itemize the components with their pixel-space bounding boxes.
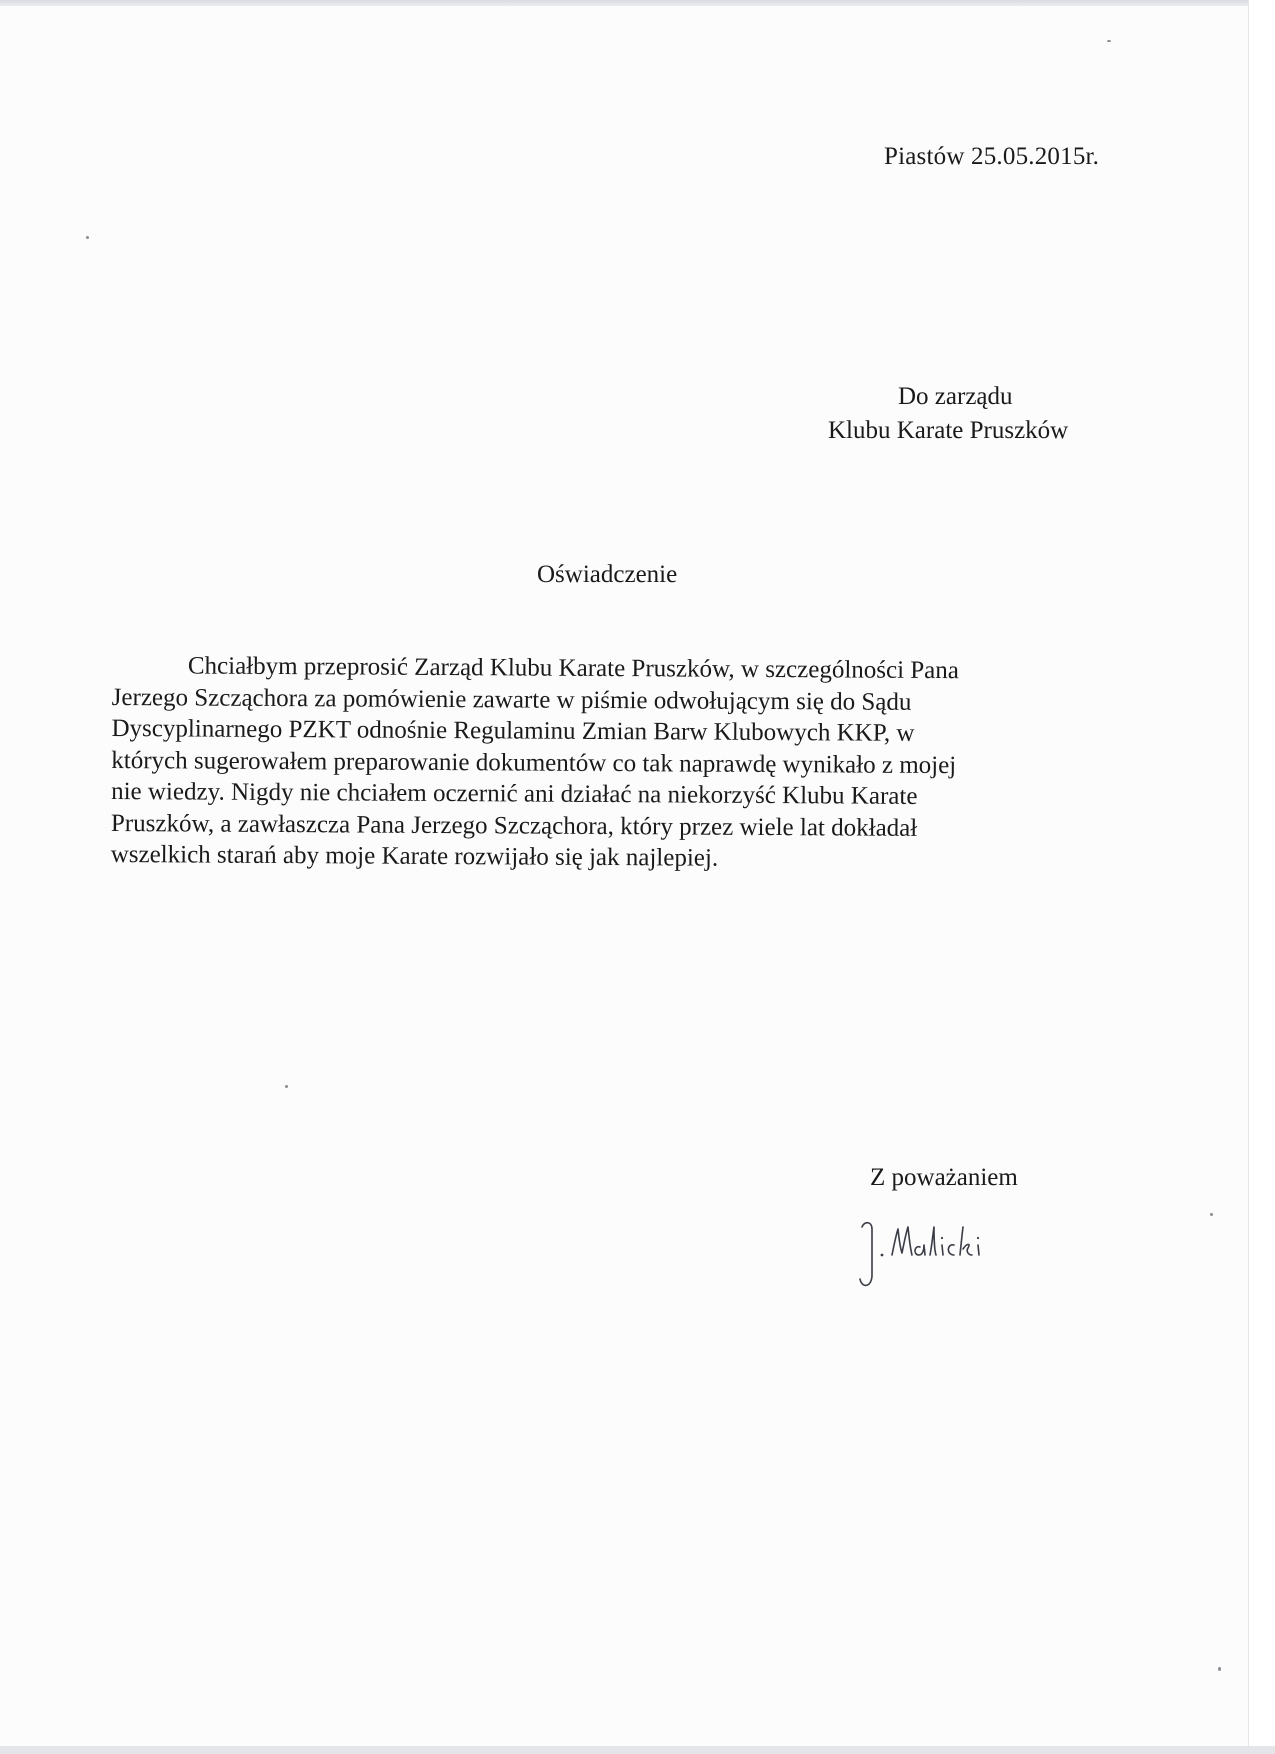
- recipient-line-2: Klubu Karate Pruszków: [828, 417, 1069, 444]
- body-line: których sugerowałem preparowanie dokumentów co tak naprawdę wynikało z mojej: [111, 746, 957, 779]
- letter-date: Piastów 25.05.2015r.: [884, 143, 1100, 170]
- body-line: nie wiedzy. Nigdy nie chciałem oczernić ani działać na niekorzyść Klubu Karate: [111, 777, 918, 810]
- body-line: Dyscyplinarnego PZKT odnośnie Regulaminu Zmian Barw Klubowych KKP, w: [111, 714, 915, 747]
- handwritten-signature: [850, 1215, 1010, 1300]
- scan-speck: [285, 1085, 288, 1088]
- scan-speck: [1107, 40, 1111, 42]
- body-line: Chciałbym przeprosić Zarząd Klubu Karate Pruszków, w szczególności Pana: [187, 652, 960, 685]
- recipient-line-1: Do zarządu: [898, 383, 1013, 410]
- body-line: Pruszków, a zawłaszcza Pana Jerzego Szcząchora, który przez wiele lat dokładał: [110, 809, 918, 842]
- scan-speck: [86, 236, 89, 239]
- body-line: wszelkich starań aby moje Karate rozwijało się jak najlepiej.: [110, 840, 719, 872]
- scan-bottom-edge: [0, 1746, 1275, 1754]
- letter-title: Oświadczenie: [537, 561, 678, 588]
- body-line: Jerzego Szcząchora za pomówienie zawarte w piśmie odwołującym się do Sądu: [111, 683, 912, 716]
- scan-top-edge: [0, 0, 1275, 6]
- scan-right-edge: [1248, 0, 1275, 1754]
- recipient-block: [828, 380, 1068, 448]
- scan-speck: [1218, 1667, 1221, 1671]
- letter-closing: Z poważaniem: [870, 1164, 1018, 1191]
- scan-speck: [1210, 1213, 1213, 1216]
- letter-body: [111, 650, 1112, 877]
